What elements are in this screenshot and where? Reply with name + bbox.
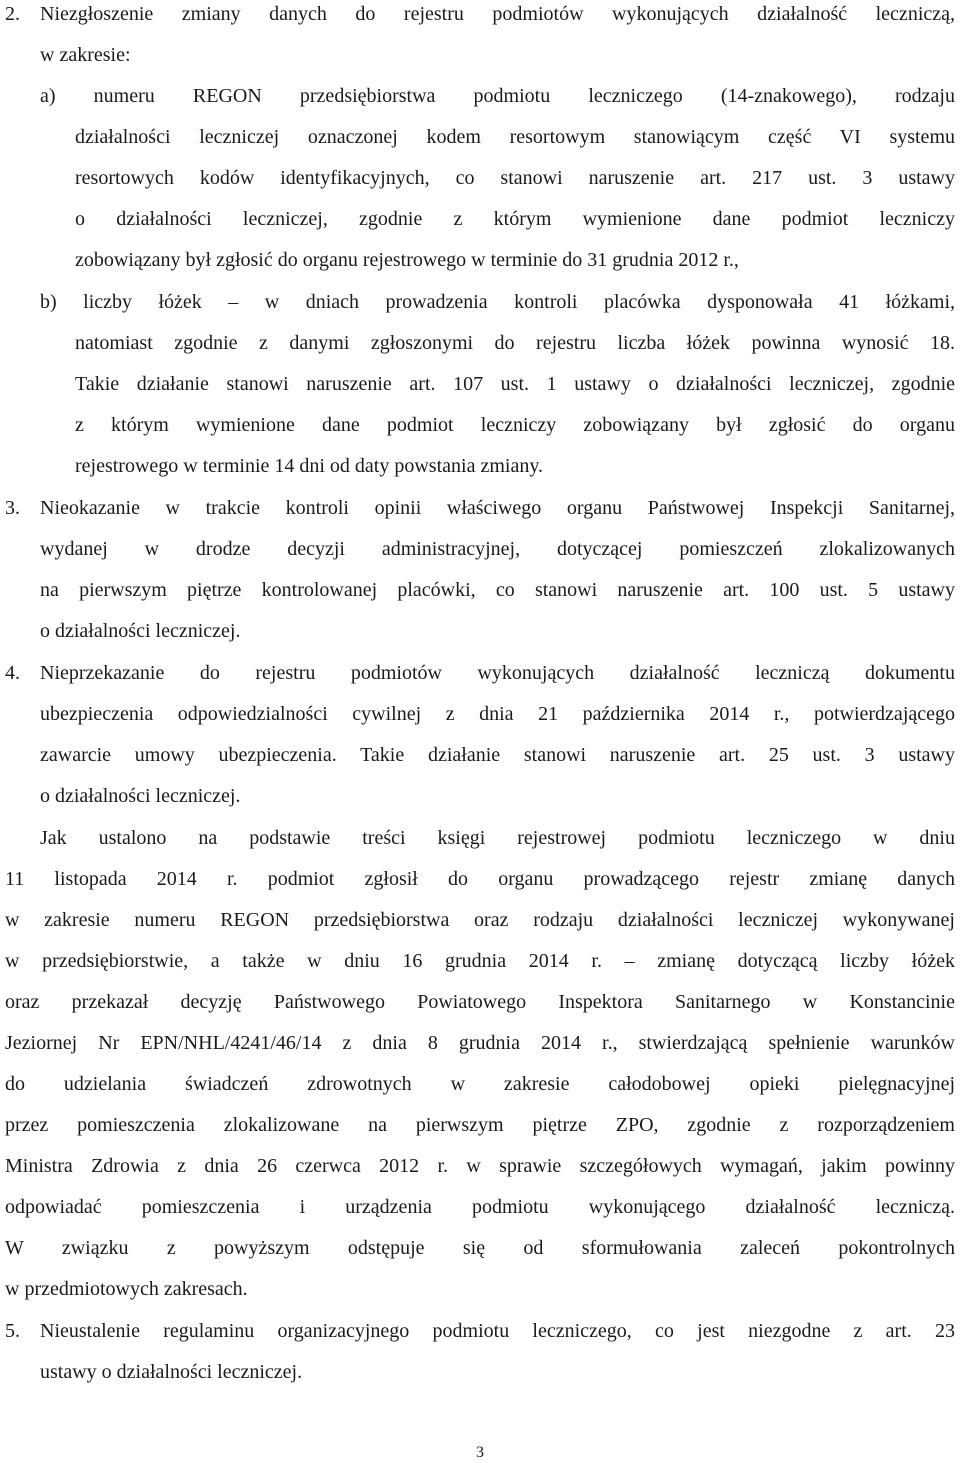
item-3-line-4: o działalności leczniczej. [40,620,241,642]
paragraph-line-12: w przedmiotowych zakresach. [5,1278,248,1300]
paragraph-line-3: w zakresie numeru REGON przedsiębiorstwa oraz rodzaju działalności leczniczej wykonywanej [5,909,955,931]
item-5-line-2: ustawy o działalności leczniczej. [40,1361,303,1383]
paragraph-line-2: 11 listopada 2014 r. podmiot zgłosił do organu prowadzącego rejestr zmianę danych [5,868,955,890]
paragraph-line-8: przez pomieszczenia zlokalizowane na pierwszym piętrze ZPO, zgodnie z rozporządzeniem [5,1114,955,1136]
paragraph-line-10: odpowiadać pomieszczenia i urządzenia podmiotu wykonującego działalność leczniczą. [5,1196,955,1218]
item-4-line-1: Nieprzekazanie do rejestru podmiotów wykonujących działalność leczniczą dokumentu [40,662,955,684]
paragraph-line-11: W związku z powyższym odstępuje się od sformułowania zaleceń pokontrolnych [5,1237,955,1259]
item-4-number: 4. [5,662,20,684]
paragraph-line-4: w przedsiębiorstwie, a także w dniu 16 grudnia 2014 r. – zmianę dotyczącą liczby łóżek [5,950,955,972]
item-2b-line-3: Takie działanie stanowi naruszenie art. 107 ust. 1 ustawy o działalności leczniczej, zgodnie [75,373,955,395]
paragraph-line-9: Ministra Zdrowia z dnia 26 czerwca 2012 r. w sprawie szczegółowych wymagań, jakim powinny [5,1155,955,1177]
paragraph-line-1: Jak ustalono na podstawie treści księgi rejestrowej podmiotu leczniczego w dniu [40,827,955,849]
item-3-number: 3. [5,497,20,519]
item-5-line-1: Nieustalenie regulaminu organizacyjnego podmiotu leczniczego, co jest niezgodne z art. 23 [40,1320,955,1342]
page-number: 3 [476,1444,484,1461]
item-3-line-2: wydanej w drodze decyzji administracyjnej, dotyczącej pomieszczeń zlokalizowanych [40,538,955,560]
item-4-line-3: zawarcie umowy ubezpieczenia. Takie działanie stanowi naruszenie art. 25 ust. 3 ustawy [40,744,955,766]
item-2a-line-3: resortowych kodów identyfikacyjnych, co stanowi naruszenie art. 217 ust. 3 ustawy [75,167,955,189]
item-4-line-2: ubezpieczenia odpowiedzialności cywilnej z dnia 21 października 2014 r., potwierdzającego [40,703,955,725]
paragraph-line-7: do udzielania świadczeń zdrowotnych w zakresie całodobowej opieki pielęgnacyjnej [5,1073,955,1095]
item-2b-line-2: natomiast zgodnie z danymi zgłoszonymi do rejestru liczba łóżek powinna wynosić 18. [75,332,955,354]
item-2b-line-4: z którym wymienione dane podmiot leczniczy zobowiązany był zgłosić do organu [75,414,955,436]
item-2a-line-1: a) numeru REGON przedsiębiorstwa podmiotu leczniczego (14-znakowego), rodzaju [40,85,955,107]
item-2a-line-2: działalności leczniczej oznaczonej kodem resortowym stanowiącym część VI systemu [75,126,955,148]
item-4-line-4: o działalności leczniczej. [40,785,241,807]
item-3-line-3: na pierwszym piętrze kontrolowanej placówki, co stanowi naruszenie art. 100 ust. 5 ustawy [40,579,955,601]
item-2a-line-4: o działalności leczniczej, zgodnie z którym wymienione dane podmiot leczniczy [75,208,955,230]
item-3-line-1: Nieokazanie w trakcie kontroli opinii właściwego organu Państwowej Inspekcji Sanitarnej, [40,497,955,519]
item-2b-line-5: rejestrowego w terminie 14 dni od daty powstania zmiany. [75,455,544,477]
item-2b-line-1: b) liczby łóżek – w dniach prowadzenia kontroli placówka dysponowała 41 łóżkami, [40,291,955,313]
item-2-number: 2. [5,3,20,25]
item-2a-line-5: zobowiązany był zgłosić do organu rejestrowego w terminie do 31 grudnia 2012 r., [75,249,739,271]
paragraph-line-6: Jeziornej Nr EPN/NHL/4241/46/14 z dnia 8 grudnia 2014 r., stwierdzającą spełnienie warunków [5,1032,955,1054]
item-2-line-2: w zakresie: [40,44,131,66]
paragraph-line-5: oraz przekazał decyzję Państwowego Powiatowego Inspektora Sanitarnego w Konstancinie [5,991,955,1013]
item-5-number: 5. [5,1320,20,1342]
item-2-line-1: Niezgłoszenie zmiany danych do rejestru podmiotów wykonujących działalność leczniczą, [40,3,955,25]
